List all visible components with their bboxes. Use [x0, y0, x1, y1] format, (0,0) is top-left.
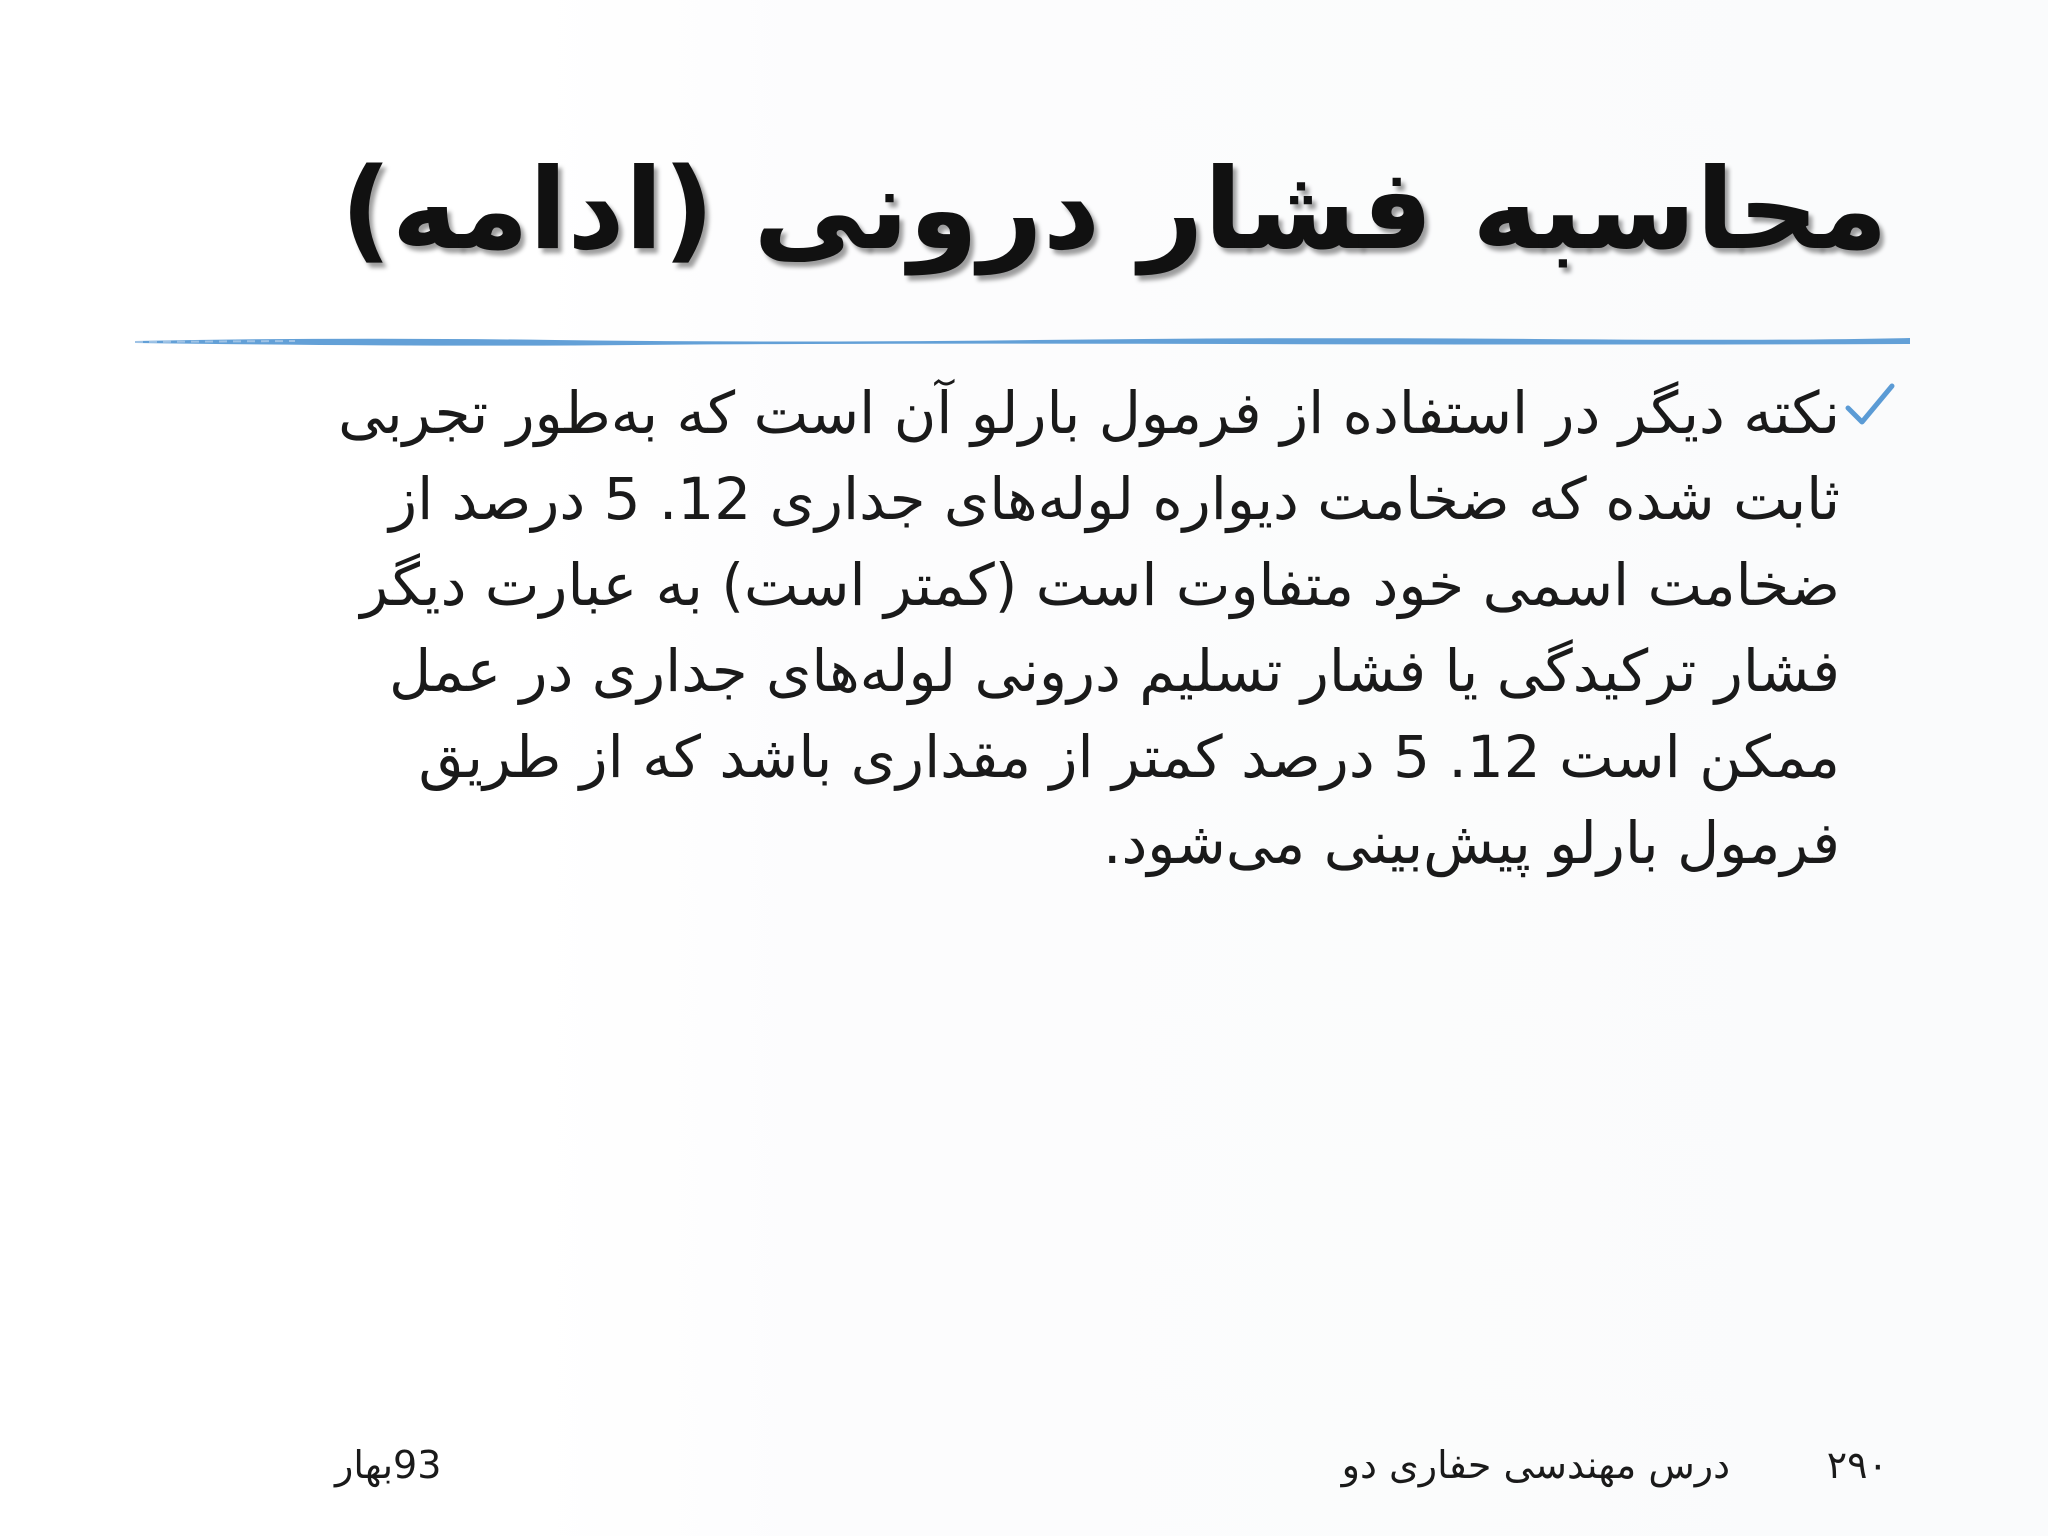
- content-area: [240, 370, 1840, 886]
- footer-date: 93بهار: [335, 1443, 442, 1487]
- bullet-item: [240, 370, 1840, 886]
- title-divider: [135, 334, 1910, 348]
- slide-title: محاسبه فشار درونی (ادامه): [340, 145, 1888, 275]
- footer-course-title: درس مهندسی حفاری دو: [1341, 1443, 1730, 1487]
- page-number: ۲۹۰: [1826, 1443, 1888, 1487]
- bullet-text: نکته دیگر در استفاده از فرمول بارلو آن است که به‌طور تجربی ثابت شده که ضخامت دیواره لوله‌های جداری 12. 5 درصد از ضخامت اسمی خود متفاوت است (کمتر است) به عبارت دیگر فشار ترکیدگی یا فشار تسلیم درونی لوله‌های جداری در عمل ممکن است 12. 5 درصد کمتر از مقداری باشد که از طریق فرمول بارلو پیش‌بینی می‌شود.: [338, 379, 1840, 877]
- check-icon: [1842, 378, 1898, 434]
